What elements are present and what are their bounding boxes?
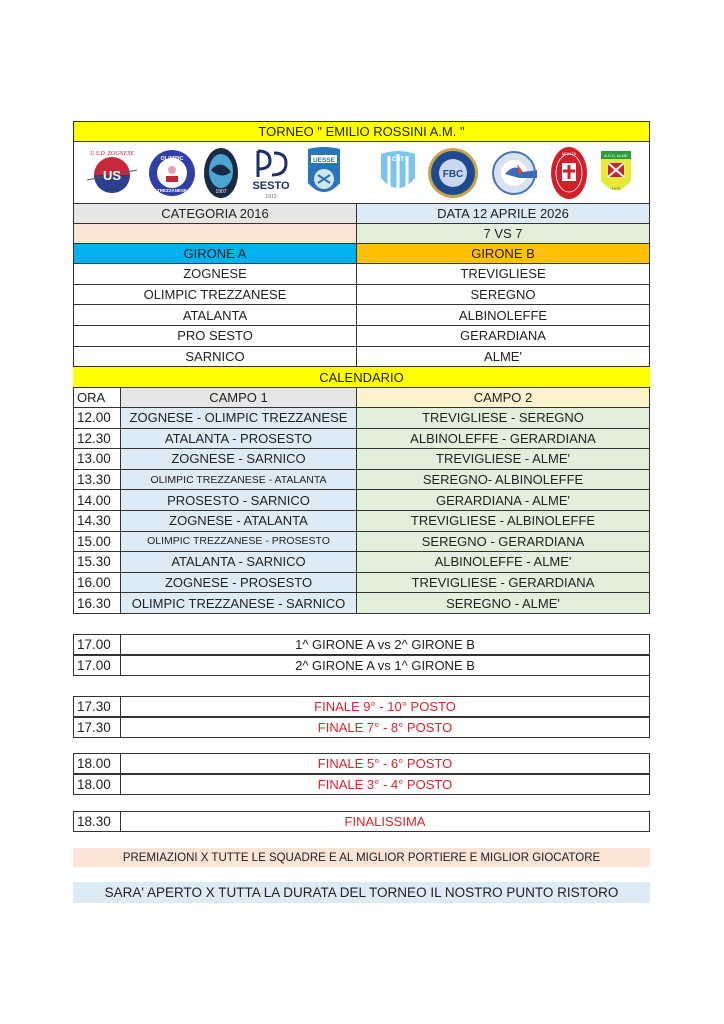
final-time: 18.00 <box>73 753 121 774</box>
svg-text:1970: 1970 <box>611 185 621 191</box>
girone-b-team: ALME' <box>356 346 650 368</box>
girone-a-team: PRO SESTO <box>73 325 357 347</box>
girone-a-team: SARNICO <box>73 346 357 368</box>
girone-a-team: ATALANTA <box>73 304 357 326</box>
date-cell: DATA 12 APRILE 2026 <box>356 203 650 224</box>
final-time: 17.30 <box>73 717 121 738</box>
svg-text:1907: 1907 <box>215 188 227 195</box>
schedule-time: 12.30 <box>73 428 121 450</box>
final-match: FINALE 7° - 8° POSTO <box>120 717 650 738</box>
gap-row-border <box>649 675 650 697</box>
svg-text:TREZZANESE: TREZZANESE <box>156 187 188 193</box>
svg-text:OLIMPIC: OLIMPIC <box>160 155 184 162</box>
campo2-match: GERARDIANA - ALME' <box>356 489 650 511</box>
gerardiana-logo <box>548 142 590 203</box>
format-cell: 7 VS 7 <box>356 223 650 244</box>
schedule-time: 15.00 <box>73 531 121 553</box>
girone-b-team: SEREGNO <box>356 284 650 306</box>
girone-a-team: ZOGNESE <box>73 263 357 285</box>
zognese-logo <box>80 142 144 203</box>
premiazioni-note: PREMIAZIONI X TUTTE LE SQUADRE E AL MIGLIOR PORTIERE E MIGLIOR GIOCATORE <box>73 848 650 867</box>
girone-a-header: GIRONE A <box>73 243 357 264</box>
svg-text:FBC: FBC <box>442 168 464 180</box>
final-match: 1^ GIRONE A vs 2^ GIRONE B <box>120 634 650 655</box>
ora-header: ORA <box>73 387 121 408</box>
final-time: 17.00 <box>73 655 121 676</box>
final-time: 18.00 <box>73 774 121 795</box>
seregno-logo <box>424 142 482 203</box>
atalanta-logo <box>201 142 241 203</box>
final-match: FINALE 5° - 6° POSTO <box>120 753 650 774</box>
svg-text:·1913·: ·1913· <box>263 193 279 200</box>
girone-a-team: OLIMPIC TREZZANESE <box>73 284 357 306</box>
girone-b-header: GIRONE B <box>356 243 650 264</box>
schedule-time: 13.00 <box>73 448 121 470</box>
final-match: FINALE 9° - 10° POSTO <box>120 696 650 717</box>
svg-text:A.D.C. ALME: A.D.C. ALME <box>604 152 628 158</box>
schedule-time: 15.30 <box>73 551 121 573</box>
campo2-match: SEREGNO - ALME' <box>356 592 650 614</box>
campo2-match: SEREGNO- ALBINOLEFFE <box>356 469 650 491</box>
campo1-match: PROSESTO - SARNICO <box>120 489 357 511</box>
final-match: FINALISSIMA <box>120 811 650 832</box>
campo1-match: ZOGNESE - PROSESTO <box>120 572 357 594</box>
schedule-time: 16.30 <box>73 592 121 614</box>
ristoro-note: SARA' APERTO X TUTTA LA DURATA DEL TORNEO IL NOSTRO PUNTO RISTORO <box>73 882 650 903</box>
campo1-match: ZOGNESE - OLIMPIC TREZZANESE <box>120 407 357 429</box>
schedule-time: 13.30 <box>73 469 121 491</box>
campo1-match: ATALANTA - PROSESTO <box>120 428 357 450</box>
campo2-match: TREVIGLIESE - ALBINOLEFFE <box>356 510 650 532</box>
gap-row-bottom <box>120 675 650 676</box>
girone-b-team: ALBINOLEFFE <box>356 304 650 326</box>
final-time: 18.30 <box>73 811 121 832</box>
schedule-time: 14.30 <box>73 510 121 532</box>
schedule-time: 16.00 <box>73 572 121 594</box>
campo1-match: OLIMPIC TREZZANESE - PROSESTO <box>120 531 357 553</box>
trevigliese-logo <box>376 142 420 203</box>
girone-b-team: TREVIGLIESE <box>356 263 650 285</box>
campo1-match: ZOGNESE - SARNICO <box>120 448 357 470</box>
campo2-match: TREVIGLIESE - SEREGNO <box>356 407 650 429</box>
campo2-match: SEREGNO - GERARDIANA <box>356 531 650 553</box>
logo-row <box>73 141 650 204</box>
campo1-match: OLIMPIC TREZZANESE - SARNICO <box>120 592 357 614</box>
schedule-time: 12.00 <box>73 407 121 429</box>
campo1-match: ZOGNESE - ATALANTA <box>120 510 357 532</box>
empty-info-cell <box>73 223 357 244</box>
svg-text:US: US <box>102 167 122 183</box>
campo2-match: TREVIGLIESE - GERARDIANA <box>356 572 650 594</box>
svg-text:U.S.D. ZOGNESE: U.S.D. ZOGNESE <box>89 150 135 157</box>
svg-text:MONZA: MONZA <box>561 150 577 156</box>
girone-b-team: GERARDIANA <box>356 325 650 347</box>
campo2-match: TREVIGLIESE - ALME' <box>356 448 650 470</box>
schedule-time: 14.00 <box>73 489 121 511</box>
svg-text:CST: CST <box>392 156 404 163</box>
final-time: 17.00 <box>73 634 121 655</box>
categoria-cell: CATEGORIA 2016 <box>73 203 357 224</box>
svg-text:UESSE: UESSE <box>312 156 336 164</box>
svg-text:SESTO: SESTO <box>252 179 290 192</box>
campo1-match: OLIMPIC TREZZANESE - ATALANTA <box>120 469 357 491</box>
tournament-title: TORNEO " EMILIO ROSSINI A.M. " <box>73 121 650 142</box>
olimpic-trezzanese-logo <box>146 142 198 203</box>
pro-sesto-logo <box>246 142 296 203</box>
final-match: 2^ GIRONE A vs 1^ GIRONE B <box>120 655 650 676</box>
campo1-match: ATALANTA - SARNICO <box>120 551 357 573</box>
final-match: FINALE 3° - 4° POSTO <box>120 774 650 795</box>
campo2-header: CAMPO 2 <box>356 387 650 408</box>
campo2-match: ALBINOLEFFE - GERARDIANA <box>356 428 650 450</box>
calendario-title: CALENDARIO <box>73 367 650 388</box>
final-time: 17.30 <box>73 696 121 717</box>
albinoleffe-logo <box>490 142 546 203</box>
campo2-match: ALBINOLEFFE - ALME' <box>356 551 650 573</box>
campo1-header: CAMPO 1 <box>120 387 357 408</box>
uesse-sarnico-logo <box>302 142 346 203</box>
alme-logo <box>596 142 636 203</box>
